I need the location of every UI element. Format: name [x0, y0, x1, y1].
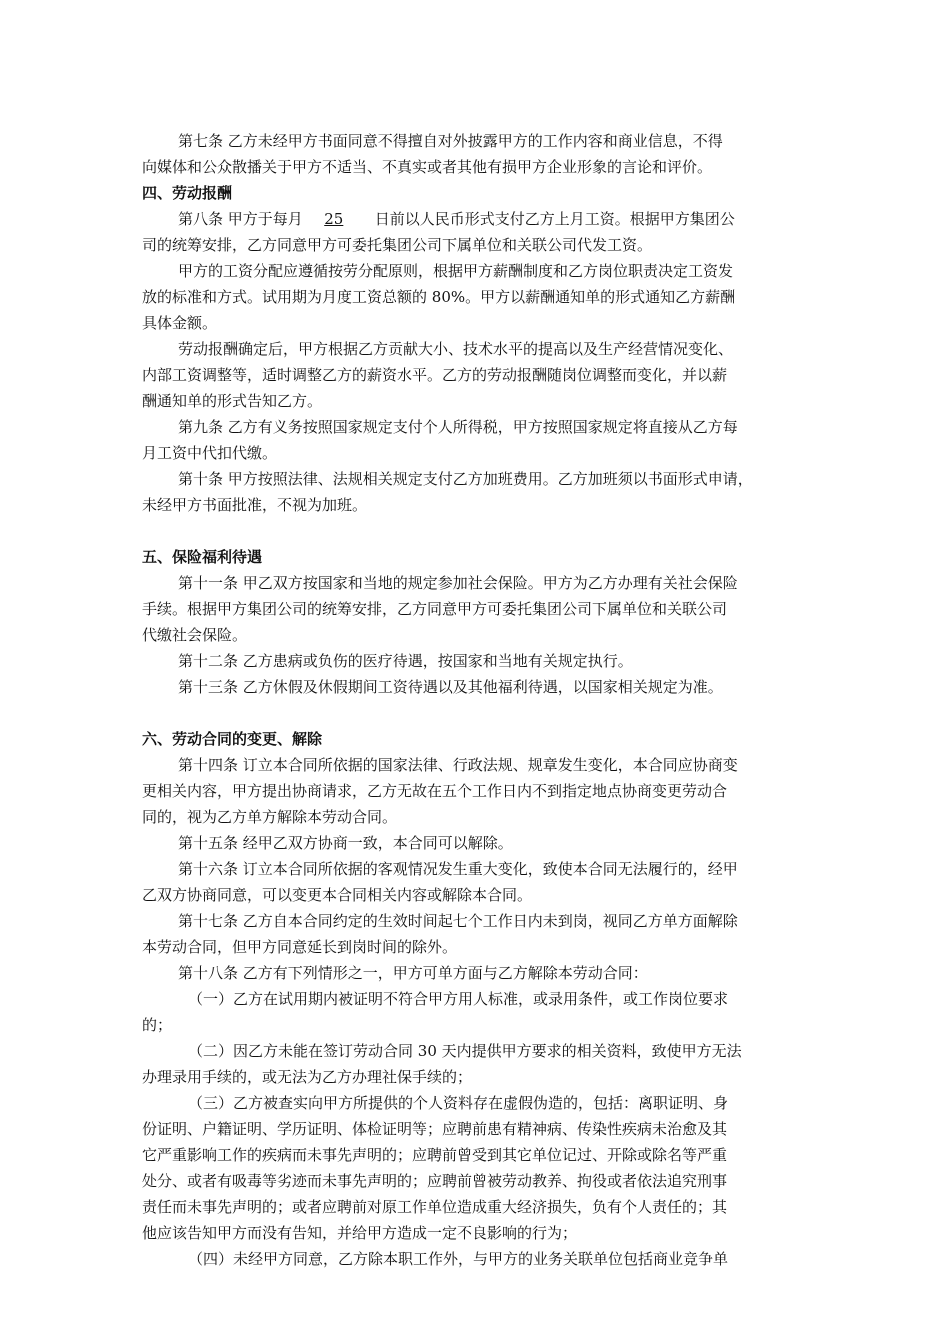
text-line: 第九条 乙方有义务按照国家规定支付个人所得税，甲方按照国家规定将直接从乙方每 [178, 418, 738, 436]
text-line: 处分、或者有吸毒等劣迹而未事先声明的；应聘前曾被劳动教养、拘役或者依法追究刑事 [142, 1172, 728, 1190]
text-line: 同的，视为乙方单方解除本劳动合同。 [142, 808, 398, 826]
text-line: 它严重影响工作的疾病而未事先声明的；应聘前曾受到其它单位记过、开除或除名等严重 [142, 1146, 728, 1164]
text-line: 办理录用手续的，或无法为乙方办理社保手续的； [142, 1068, 473, 1086]
text-segment: 日前以人民币形式支付乙方上月工资。根据甲方集团公 [374, 210, 735, 228]
text-line: 第十四条 订立本合同所依据的国家法律、行政法规、规章发生变化，本合同应协商变 [178, 756, 738, 774]
text-line: 份证明、户籍证明、学历证明、体检证明等；应聘前患有精神病、传染性疾病未治愈及其 [142, 1120, 728, 1138]
section-heading: 五、保险福利待遇 [142, 548, 263, 566]
text-line: 酬通知单的形式告知乙方。 [142, 392, 323, 410]
text-line: （四）未经甲方同意，乙方除本职工作外，与甲方的业务关联单位包括商业竞争单 [188, 1250, 729, 1268]
section-heading: 四、劳动报酬 [142, 184, 233, 202]
text-line: 第七条 乙方未经甲方书面同意不得擅自对外披露甲方的工作内容和商业信息，不得 [178, 132, 723, 150]
text-line: 乙双方协商同意，可以变更本合同相关内容或解除本合同。 [142, 886, 533, 904]
text-line: 内部工资调整等，适时调整乙方的薪资水平。乙方的劳动报酬随岗位调整而变化，并以薪 [142, 366, 728, 384]
text-line: （一）乙方在试用期内被证明不符合甲方用人标准，或录用条件，或工作岗位要求 [188, 990, 729, 1008]
section-heading: 六、劳动合同的变更、解除 [142, 730, 323, 748]
text-line: 劳动报酬确定后，甲方根据乙方贡献大小、技术水平的提高以及生产经营情况变化、 [178, 340, 734, 358]
text-line: 他应该告知甲方而没有告知，并给甲方造成一定不良影响的行为； [142, 1224, 578, 1242]
text-line: 代缴社会保险。 [142, 626, 248, 644]
text-line: 第十五条 经甲乙双方协商一致，本合同可以解除。 [178, 834, 513, 852]
text-line: 第十二条 乙方患病或负伤的医疗待遇，按国家和当地有关规定执行。 [178, 652, 633, 670]
text-line: 司的统筹安排，乙方同意甲方可委托集团公司下属单位和关联公司代发工资。 [142, 236, 653, 254]
text-line: 第十三条 乙方休假及休假期间工资待遇以及其他福利待遇，以国家相关规定为准。 [178, 678, 723, 696]
text-line: 第十六条 订立本合同所依据的客观情况发生重大变化，致使本合同无法履行的，经甲 [178, 860, 738, 878]
text-line: 未经甲方书面批准，不视为加班。 [142, 496, 368, 514]
text-line: 本劳动合同，但甲方同意延长到岗时间的除外。 [142, 938, 458, 956]
text-line: 月工资中代扣代缴。 [142, 444, 278, 462]
text-line: 具体金额。 [142, 314, 218, 332]
text-line: 向媒体和公众散播关于甲方不适当、不真实或者其他有损甲方企业形象的言论和评价。 [142, 158, 713, 176]
text-line: 放的标准和方式。试用期为月度工资总额的 80%。甲方以薪酬通知单的形式通知乙方薪酬 [142, 288, 736, 306]
pay-day-value: 25 [324, 210, 344, 228]
text-line: 第十一条 甲乙双方按国家和当地的规定参加社会保险。甲方为乙方办理有关社会保险 [178, 574, 738, 592]
text-line: （三）乙方被查实向甲方所提供的个人资料存在虚假伪造的，包括：离职证明、身 [188, 1094, 729, 1112]
text-line: 更相关内容，甲方提出协商请求，乙方无故在五个工作日内不到指定地点协商变更劳动合 [142, 782, 728, 800]
text-line: 责任而未事先声明的；或者应聘前对原工作单位造成重大经济损失，负有个人责任的；其 [142, 1198, 728, 1216]
text-line: 第十八条 乙方有下列情形之一，甲方可单方面与乙方解除本劳动合同： [178, 964, 648, 982]
text-line: （二）因乙方未能在签订劳动合同 30 天内提供甲方要求的相关资料，致使甲方无法 [188, 1042, 742, 1060]
text-segment: 第八条 甲方于每月 [178, 210, 303, 228]
text-line: 甲方的工资分配应遵循按劳分配原则，根据甲方薪酬制度和乙方岗位职责决定工资发 [178, 262, 734, 280]
text-line: 的； [142, 1016, 173, 1034]
text-line [178, 206, 735, 232]
text-line: 手续。根据甲方集团公司的统筹安排，乙方同意甲方可委托集团公司下属单位和关联公司 [142, 600, 728, 618]
text-line: 第十七条 乙方自本合同约定的生效时间起七个工作日内未到岗，视同乙方单方面解除 [178, 912, 738, 930]
text-line: 第十条 甲方按照法律、法规相关规定支付乙方加班费用。乙方加班须以书面形式申请， [178, 470, 753, 488]
